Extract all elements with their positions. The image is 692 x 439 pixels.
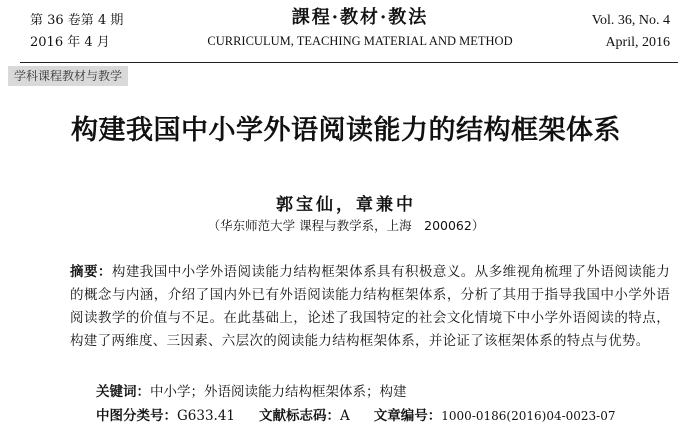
- doc-code-label: 文献标志码：: [259, 408, 341, 424]
- journal-title-cn: 課程·教材·教法: [291, 7, 429, 28]
- doc-code-value: A: [340, 408, 350, 424]
- abstract-text: 构建我国中小学外语阅读能力结构框架体系具有积极意义。从多维视角梳理了外语阅读能力的概念与内涵，介绍了国内外已有外语阅读能力结构框架体系，分析了其用于指导我国中小学外语阅读教学的价值与不足。在此基础上，论述了我国特定的社会文化情境下中小学外语阅读的特点，构建了两维度、三因素、六层次的阅读能力结构框架体系，并论证了该框架体系的特点与优势。: [70, 264, 670, 349]
- classification-line: [96, 404, 616, 424]
- volume-issue-en: Vol. 36, No. 4: [591, 13, 670, 28]
- journal-masthead: [200, 6, 520, 50]
- abstract: [70, 261, 670, 353]
- author-affiliation: （华东师范大学 课程与教学系，上海 200062）: [207, 218, 485, 233]
- keywords-text: 中小学；外语阅读能力结构框架体系；构建: [150, 384, 407, 400]
- article-no-value: 1000-0186(2016)04-0023-07: [441, 409, 616, 423]
- date-en: April, 2016: [605, 35, 670, 50]
- issue-info-en: [592, 10, 670, 54]
- journal-title-en: CURRICULUM, TEACHING MATERIAL AND METHOD: [207, 34, 513, 48]
- issue-info-cn: [30, 10, 123, 54]
- header-rule: [20, 62, 678, 63]
- volume-issue-cn: 第 36 卷第 4 期: [30, 13, 124, 28]
- keywords: [96, 380, 407, 400]
- keywords-label: 关键词：: [96, 384, 150, 400]
- date-cn: 2016 年 4 月: [30, 35, 110, 50]
- column-tag: 学科课程教材与教学: [8, 66, 128, 86]
- clc-value: G633.41: [177, 408, 236, 424]
- article-no-label: 文章编号：: [373, 408, 442, 424]
- article-title: 构建我国中小学外语阅读能力的结构框架体系: [71, 115, 621, 146]
- article-authors: 郭宝仙，章兼中: [276, 195, 416, 215]
- clc-label: 中图分类号：: [96, 408, 177, 424]
- abstract-label: 摘要：: [70, 264, 112, 280]
